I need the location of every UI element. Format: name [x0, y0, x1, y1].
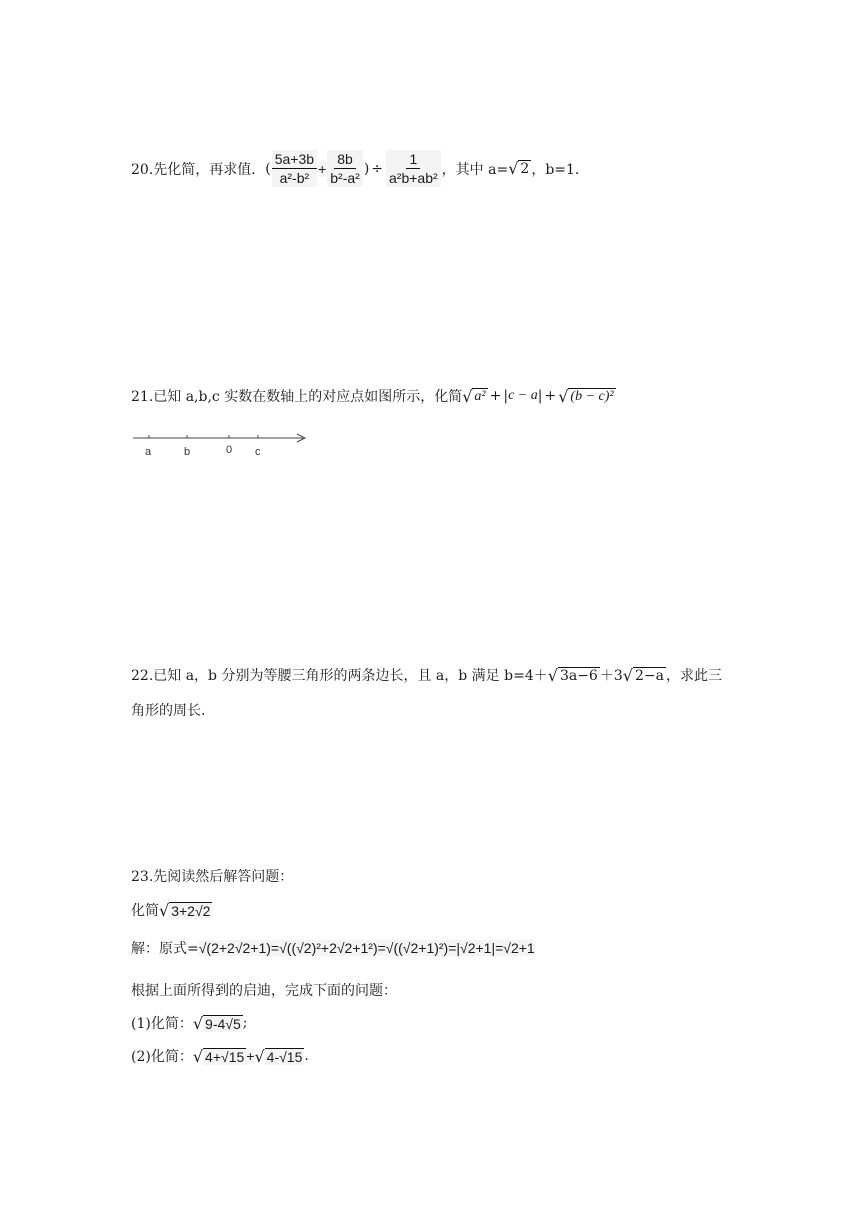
q23-p1-label: (1)化简：: [131, 1016, 193, 1032]
sqrt-icon: √: [622, 665, 633, 685]
sqrt-icon: √: [462, 386, 473, 406]
question-20: [131, 150, 589, 187]
question-22-line-1: [131, 665, 722, 685]
q23-p2-plus: +: [246, 1048, 255, 1064]
sqrt-icon: √: [547, 665, 558, 685]
q20-frac3-denominator: a²b+ab²: [389, 170, 438, 186]
q20-fraction-2: [327, 150, 363, 187]
label-c: c: [255, 446, 261, 458]
q20-sqrt-value: 2: [520, 161, 530, 177]
question-23-title: [131, 866, 293, 886]
q22-radical-2: 2−a: [634, 667, 664, 684]
sqrt-icon: √: [508, 159, 519, 178]
question-21: [131, 386, 616, 406]
question-22-line-2: [131, 700, 205, 720]
label-b: b: [184, 446, 191, 458]
q23-p2-expr-b: 4-√15: [266, 1048, 303, 1065]
q22-mid: ＋3: [599, 668, 623, 684]
q22-line-2: 角形的周长.: [131, 703, 206, 719]
q20-fraction-1: [272, 150, 317, 187]
q23-simplify-line: [131, 900, 212, 920]
sqrt-icon: √: [192, 1013, 204, 1033]
q23-solution-line: [131, 938, 535, 958]
sqrt-icon: √: [159, 900, 170, 920]
q23-p1-end: ;: [242, 1015, 248, 1031]
q23-p1-expr: 9-4√5: [205, 1015, 241, 1032]
q21-sqrt-1: a²: [474, 388, 486, 404]
q21-plus-2: +: [544, 388, 557, 404]
abs-bar-icon: |: [537, 388, 543, 404]
q23-solution-expr: √(2+2√2+1)=√((√2)²+2√2+1²)=√((√2+1)²)=|√2+1|=√2+1: [198, 940, 535, 956]
number-line-figure: [131, 425, 316, 461]
q20-plus: +: [318, 160, 327, 177]
q23-hint: 根据上面所得到的启迪，完成下面的问题：: [131, 983, 397, 999]
q23-p2-label: (2)化简：: [131, 1049, 193, 1065]
q23-simplify-label: 化简: [131, 903, 159, 919]
q22-suffix: ，求此三: [665, 668, 722, 684]
q23-part-2: [131, 1046, 309, 1066]
q20-prefix: 20.先化简，再求值．: [131, 161, 266, 178]
q20-suffix-2: ，b=1．: [531, 161, 589, 178]
q20-frac1-numerator: 5a+3b: [272, 150, 317, 169]
q23-hint-line: [131, 980, 397, 1000]
q20-frac2-denominator: b²-a²: [330, 170, 360, 186]
q23-part-1: [131, 1013, 247, 1033]
q21-text: 21.已知 a,b,c 实数在数轴上的对应点如图所示，化简: [131, 389, 463, 405]
q21-sqrt-2: (b − c)²: [570, 388, 614, 404]
sqrt-icon: √: [254, 1046, 265, 1066]
q20-frac2-numerator: 8b: [334, 150, 356, 169]
sqrt-icon: √: [558, 386, 569, 406]
q23-simplify-expr: 3+2√2: [171, 902, 211, 919]
q22-radical-1: 3a−6: [559, 667, 598, 684]
q20-paren-open: (: [265, 160, 271, 177]
q23-p2-end: .: [304, 1048, 309, 1064]
q20-divide: ÷: [371, 160, 384, 177]
sqrt-icon: √: [192, 1046, 204, 1066]
q23-solution-label: 解：原式=: [131, 941, 199, 957]
q21-abs-expr: c − a: [508, 388, 538, 403]
q20-fraction-3: [386, 150, 441, 187]
q23-p2-expr-a: 4+√15: [205, 1048, 245, 1065]
label-a: a: [145, 446, 152, 458]
q20-frac1-denominator: a²-b²: [279, 170, 310, 186]
q20-suffix-1: ，其中 a=: [441, 161, 509, 178]
q20-frac3-numerator: 1: [406, 150, 420, 169]
q22-prefix: 22.已知 a，b 分别为等腰三角形的两条边长，且 a，b 满足 b=4＋: [131, 668, 548, 684]
label-0: 0: [226, 444, 233, 456]
q20-paren-close: ): [363, 160, 370, 177]
q23-title: 23.先阅读然后解答问题：: [131, 869, 294, 885]
q21-plus-1: +: [489, 388, 502, 404]
abs-bar-icon: |: [503, 388, 509, 404]
